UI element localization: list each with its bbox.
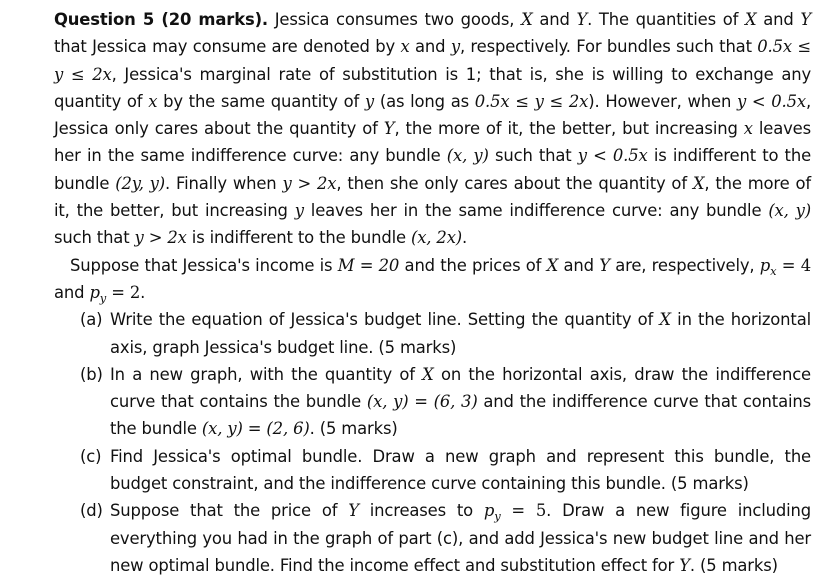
question-intro-paragraph: Question 5 (20 marks). Jessica consumes two goods, X and Y. The quantities of X and Y that Jessica may consume are denoted by x and y, respectively. For bundles such that 0.5x ≤ y ≤ 2x, Jessica's marginal rate of substitution is 1; that is, she is willing to exchange any quantity of x by the same quantity of y (as long as 0.5x ≤ y ≤ 2x). However, when y < 0.5x, Jessica only cares about the quantity of Y, the more of it, the better, but increasing x leaves her in the same indifference curve: any bundle (x, y) such that y < 0.5x is indifferent to the bundle (2y, y). Finally when y > 2x, then she only cares about the quantity of X, the more of it, the better, but increasing y leaves her in the same indifference curve: any bundle (x, y) such that y > 2x is indifferent to the bundle (x, 2x). (54, 10, 812, 248)
question-parts-list (54, 306, 811, 579)
part-label: (d) (80, 501, 103, 521)
question-setup-paragraph: Suppose that Jessica's income is M = 20 and the prices of X and Y are, respectively, $p_x = 4$ and $p_y = 2$. (54, 255, 811, 305)
question-title: Question 5 (20 marks). (54, 10, 268, 29)
question-part-b: (b) In a new graph, with the quantity of X on the horizontal axis, draw the indifference curve that contains the bundle (x, y) = (6, 3) and the indifference curve that contains the bundle (x, y) = (2, 6). (5 marks) (54, 361, 811, 443)
part-label: (c) (80, 446, 102, 466)
part-label: (b) (80, 364, 103, 384)
part-label: (a) (80, 310, 103, 330)
question-part-a: (a) Write the equation of Jessica's budget line. Setting the quantity of X in the horizontal axis, graph Jessica's budget line. (5 marks) (54, 306, 811, 361)
question-part-c: (c) Find Jessica's optimal bundle. Draw a new graph and represent this bundle, the budget constraint, and the indifference curve containing this bundle. (5 marks) (54, 443, 811, 498)
question-part-d: (d) Suppose that the price of Y increases to $p_y = 5$. Draw a new figure including everything you had in the graph of part (c), and add Jessica's new budget line and her new optimal bundle. Find the income effect and substitution effect for Y. (5 marks) (54, 497, 811, 579)
